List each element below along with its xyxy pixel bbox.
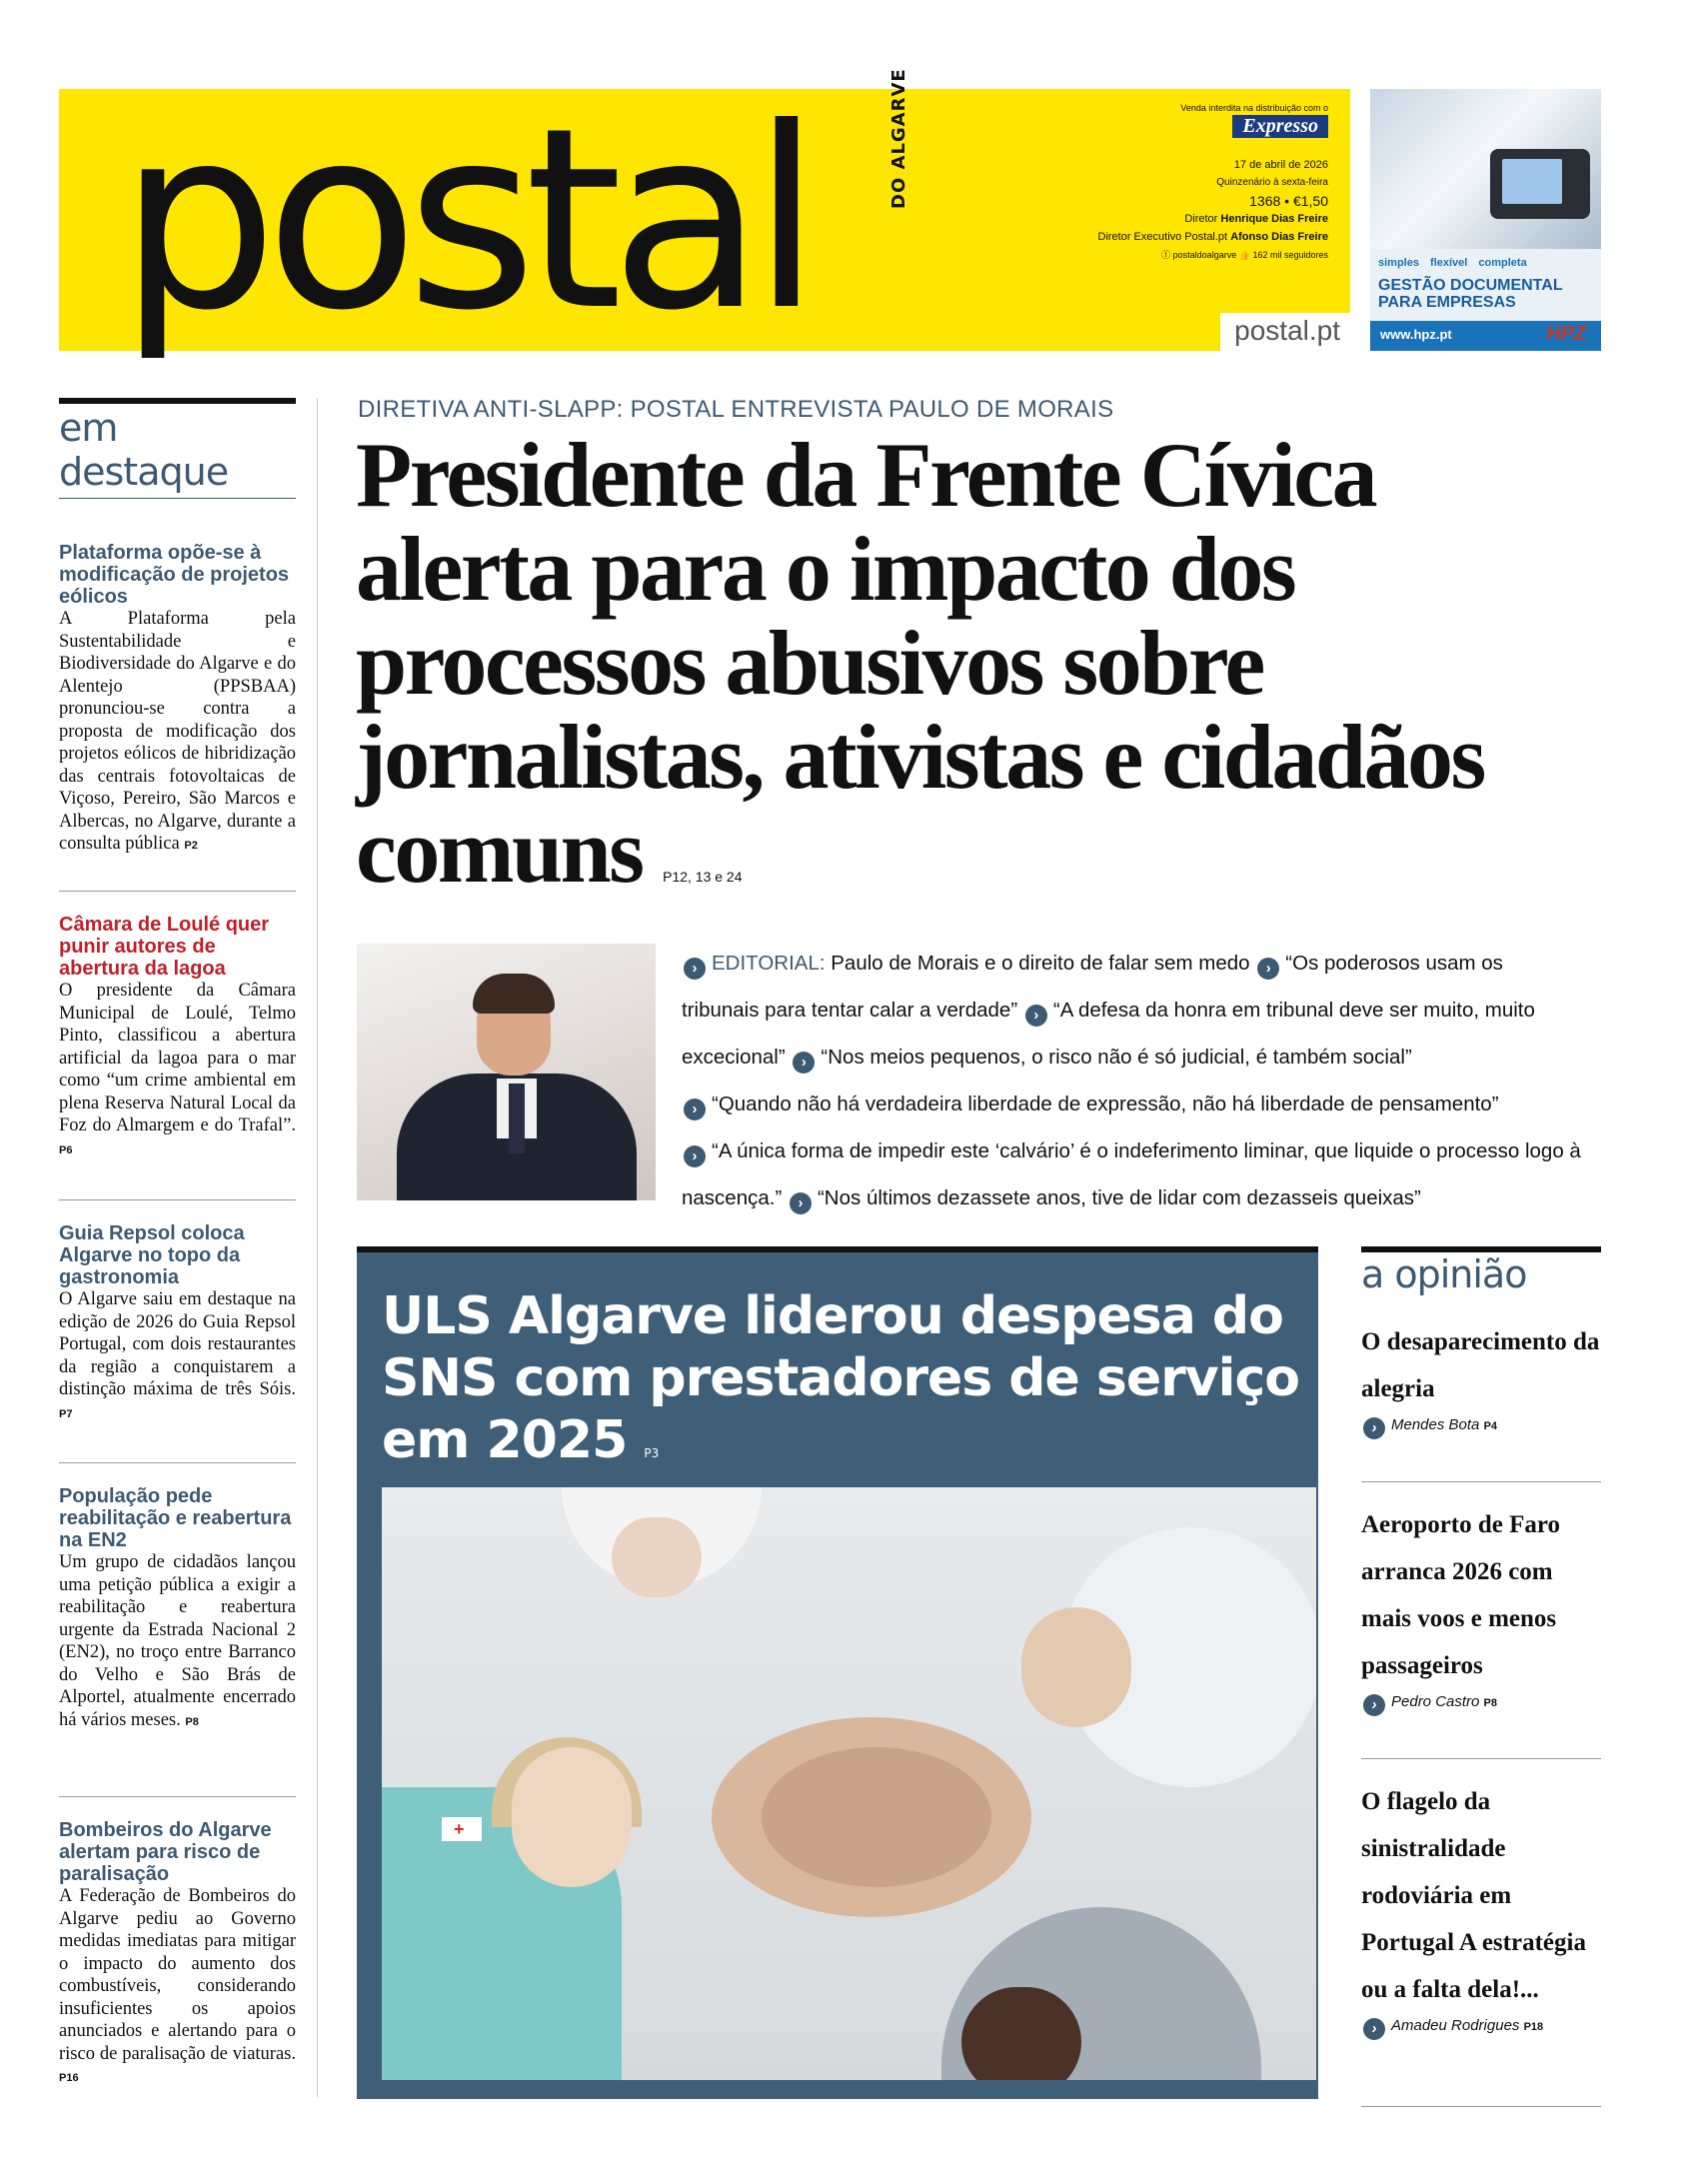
brief-separator (59, 1462, 296, 1463)
second-story-headline[interactable] (382, 1285, 1301, 1484)
brief-item[interactable] (59, 1485, 296, 1733)
main-headline-text: Presidente da Frente Cívica alerta para o impacto dos processos abusivos sobre jornalistas, ativistas e cidadãos comuns (356, 424, 1484, 902)
followers-count: 162 mil seguidores (1252, 250, 1328, 260)
brief-title: Guia Repsol coloca Algarve no topo da gastronomia (59, 1222, 245, 1288)
brief-title: Bombeiros do Algarve alertam para risco de paralisação (59, 1819, 272, 1885)
opinion-author: Mendes Bota (1391, 1416, 1480, 1433)
page-ref: P12, 13 e 24 (663, 869, 743, 885)
brief-body: O presidente da Câmara Municipal de Loulé, Telmo Pinto, classificou a abertura artificial da lagoa para o mar como “um crime ambiental em plena Reserva Natural Local da Foz do Almargem e do Trafal”. (59, 981, 296, 1135)
sidebar-em-destaque (59, 398, 296, 2084)
masthead (59, 68, 1350, 365)
opinion-item[interactable] (1361, 1501, 1601, 1716)
brief-item[interactable] (59, 1222, 296, 1425)
opinion-separator (1361, 1758, 1601, 1759)
quote-list (682, 940, 1581, 1221)
photo-figure-head (612, 1517, 702, 1597)
pull-quote: “Os poderosos usam os tribunais para tentar calar a verdade” (682, 952, 1503, 1022)
pull-quote: “A defesa da honra em tribunal deve ser muito, muito excecional” (682, 999, 1535, 1069)
opinion-author: Amadeu Rodrigues (1391, 2017, 1520, 2034)
page-ref: P18 (1523, 2021, 1544, 2033)
brief-body: A Federação de Bombeiros do Algarve pediu ao Governo medidas imediatas para mitigar o impacto do aumento dos combustíveis, considerando insuficientes os apoios anunciados e alertando para o risco de paralisação de viaturas. (59, 1886, 296, 2064)
photo-figure-tie (509, 1084, 525, 1153)
director-label: Diretor (1184, 213, 1218, 225)
photo-figure-head (512, 1747, 632, 1887)
frequency: Quinzenário à sexta-feira (1216, 177, 1328, 188)
brief-separator (59, 1796, 296, 1797)
brief-item[interactable] (59, 542, 296, 858)
photo-figure-head (1021, 1607, 1131, 1727)
advertisement[interactable] (1370, 89, 1601, 351)
chevron-right-icon: › (1363, 2018, 1385, 2040)
sidebar-title: em destaque (59, 406, 229, 494)
chevron-right-icon: › (684, 958, 706, 980)
opinion-item[interactable] (1361, 1318, 1601, 1439)
opinion-column (1361, 1246, 1601, 2037)
facebook-icon: ⓕ (1161, 250, 1171, 260)
exec-director-name: Afonso Dias Freire (1230, 231, 1328, 243)
opinion-headline: Aeroporto de Faro arranca 2026 com mais voos e menos passageiros (1361, 1511, 1561, 1679)
opinion-author: Pedro Castro (1391, 1693, 1480, 1710)
site-url[interactable]: postal.pt (1220, 313, 1350, 351)
ad-tags (1378, 257, 1535, 269)
second-story-photo[interactable] (382, 1487, 1316, 2080)
page-ref: P3 (644, 1446, 660, 1460)
page-ref: P2 (184, 840, 198, 852)
chevron-right-icon: › (684, 1145, 706, 1167)
page-ref: P8 (1483, 1697, 1498, 1709)
pull-quote: “A única forma de impedir este ‘calvário’ é o indeferimento liminar, que liquide o processo logo à nascença.” (682, 1139, 1581, 1209)
ad-tag: completa (1478, 257, 1527, 269)
ad-tag: flexível (1430, 257, 1468, 269)
photo-figure-hair (473, 974, 555, 1014)
chevron-right-icon: › (1257, 958, 1279, 980)
ad-device-screen (1502, 159, 1562, 204)
stacked-hands (762, 1747, 991, 1887)
chevron-right-icon: › (684, 1098, 706, 1120)
brief-separator (59, 1199, 296, 1200)
issue-date: 17 de abril de 2026 (1233, 159, 1328, 171)
chevron-right-icon: › (793, 1052, 815, 1074)
brief-body: O Algarve saiu em destaque na edição de 2026 do Guia Repsol Portugal, com dois restaurantes da região a conquistarem a distinção máxima de três Sóis. (59, 1289, 296, 1399)
ad-tag: simples (1378, 257, 1419, 269)
opinion-separator (1361, 2106, 1601, 2107)
ad-headline: GESTÃO DOCUMENTAL PARA EMPRESAS (1378, 277, 1563, 311)
director-name: Henrique Dias Freire (1220, 213, 1328, 225)
pull-quote: “Nos meios pequenos, o risco não é só judicial, é também social” (821, 1046, 1412, 1069)
main-kicker: DIRETIVA ANTI-SLAPP: POSTAL ENTREVISTA PAULO DE MORAIS (358, 396, 1114, 423)
main-photo[interactable] (357, 944, 656, 1200)
social-handle[interactable]: postaldoalgarve (1172, 250, 1237, 260)
page-ref: P4 (1483, 1420, 1498, 1432)
photo-figure-head (961, 1987, 1081, 2080)
chevron-right-icon: › (1025, 1005, 1047, 1027)
brief-title: Câmara de Loulé quer punir autores de abertura da lagoa (59, 914, 270, 980)
opinion-title: a opinião (1361, 1252, 1527, 1296)
exec-director-label: Diretor Executivo Postal.pt (1097, 231, 1228, 243)
brief-item[interactable] (59, 914, 296, 1161)
brief-body: Um grupo de cidadãos lançou uma petição pública a exigir a reabilitação e reabertura urgente da Estrada Nacional 2 (EN2), no troço entre Barranco do Velho e São Brás de Alportel, atualmente encerrado há vários meses. (59, 1552, 296, 1730)
second-story-headline-text: ULS Algarve liderou despesa do SNS com prestadores de serviço em 2025 (382, 1286, 1300, 1470)
issue-price: 1368 • €1,50 (1249, 193, 1328, 209)
pull-quote: “Quando não há verdadeira liberdade de expressão, não há liberdade de pensamento” (712, 1092, 1499, 1115)
ad-brand-logo: HPZ (1546, 323, 1586, 345)
chevron-right-icon: › (1363, 1417, 1385, 1439)
column-divider (317, 398, 318, 2097)
chevron-right-icon: › (1363, 1694, 1385, 1716)
editorial-label: EDITORIAL: (712, 952, 826, 975)
masthead-info (1098, 103, 1329, 264)
main-headline[interactable] (356, 424, 1555, 924)
ad-url[interactable]: www.hpz.pt (1380, 327, 1452, 342)
page-ref: P7 (59, 1407, 73, 1420)
logo-subtitle: DO ALGARVE (888, 68, 909, 209)
newspaper-logo[interactable]: postal (119, 74, 810, 365)
opinion-headline: O flagelo da sinistralidade rodoviária em Portugal A estratégia ou a falta dela!... (1361, 1788, 1586, 2003)
pull-quote: “Nos últimos dezassete anos, tive de lidar com dezasseis queixas” (817, 1186, 1421, 1209)
section-rule (59, 398, 296, 404)
page-ref: P16 (59, 2072, 79, 2084)
brief-body: A Plataforma pela Sustentabilidade e Biodiversidade do Algarve e do Alentejo (PPSBAA) pronunciou-se contra a proposta de modificação dos projetos eólicos de hibridização das centrais fotovoltaicas de Viçoso, Pereiro, São Marcos e Albercas, no Algarve, durante a consulta pública (59, 609, 296, 854)
opinion-item[interactable] (1361, 1778, 1601, 2040)
brief-separator (59, 891, 296, 892)
opinion-headline: O desaparecimento da alegria (1361, 1328, 1600, 1402)
page-ref: P8 (185, 1715, 199, 1728)
brief-title: População pede reabilitação e reabertura na EN2 (59, 1485, 292, 1551)
partner-logo: Expresso (1232, 115, 1328, 138)
distribution-note: Venda interdita na distribuição com o (1180, 103, 1328, 113)
opinion-separator (1361, 1481, 1601, 1482)
page-ref: P6 (59, 1143, 73, 1156)
editorial-title[interactable]: Paulo de Morais e o direito de falar sem medo (831, 952, 1250, 975)
chevron-right-icon: › (790, 1192, 812, 1214)
section-underline (59, 498, 296, 499)
like-icon: 👍 (1238, 250, 1250, 260)
brief-item[interactable] (59, 1819, 296, 2090)
red-cross-icon: + (454, 1819, 465, 1839)
brief-title: Plataforma opõe-se à modificação de projetos eólicos (59, 542, 290, 608)
